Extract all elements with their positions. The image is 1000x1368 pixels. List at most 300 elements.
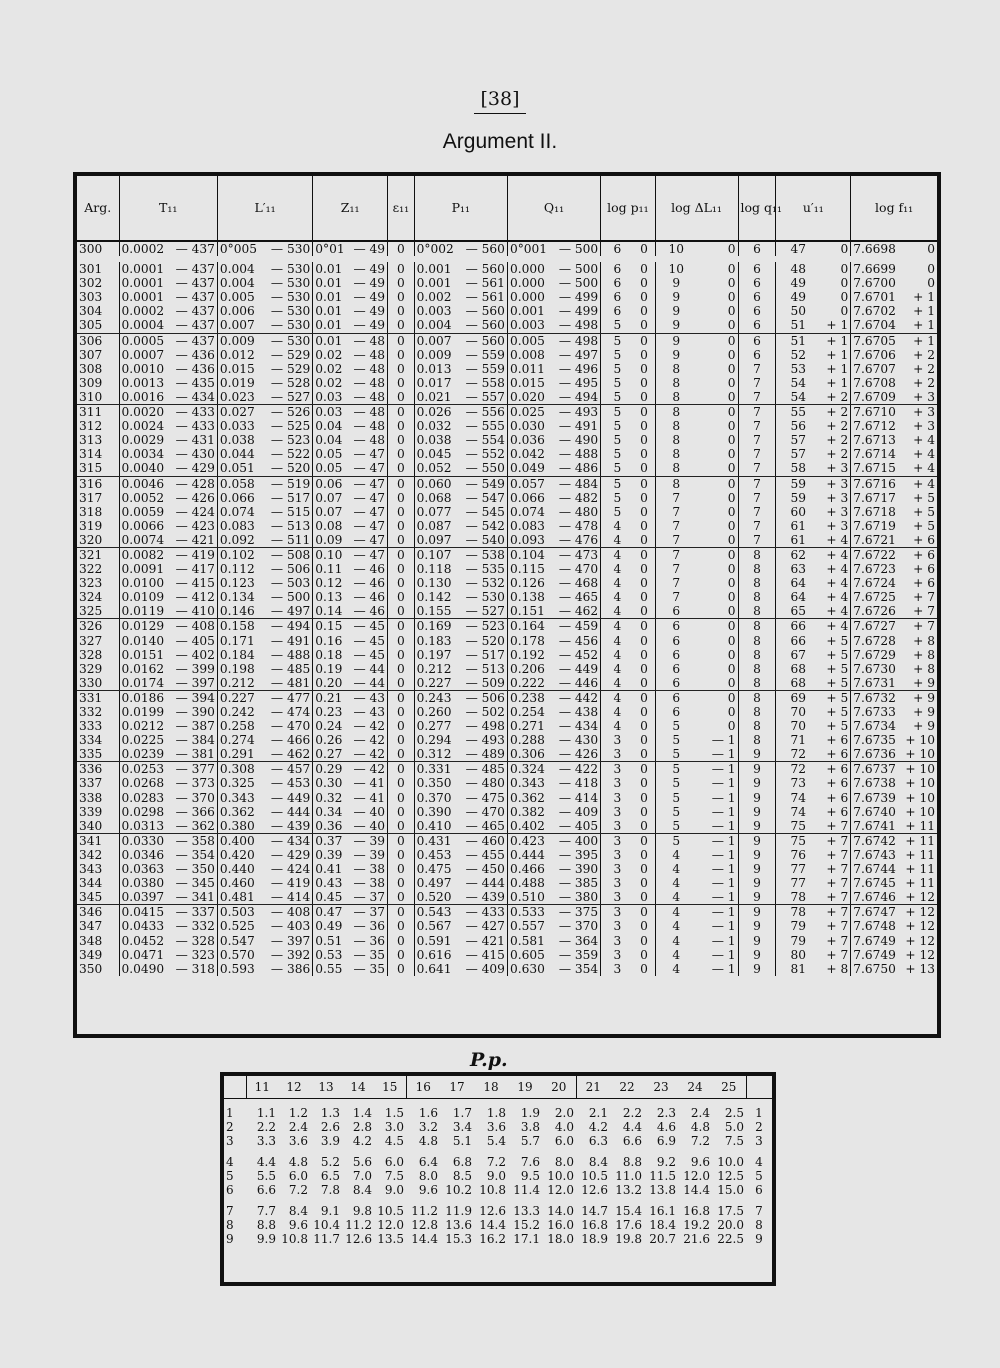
cell-log-dl: 7 (655, 562, 697, 576)
cell-z-diff: — 44 (353, 661, 386, 676)
pp-cell: 4.4 (256, 1155, 276, 1169)
cell-log-dl: 6 (655, 676, 697, 691)
cell-log-f: 7.6710 (851, 405, 902, 420)
cell-l-value: 0.242 (217, 705, 264, 719)
pp-cell: 17.6 (615, 1218, 642, 1232)
cell-p-diff: — 552 (465, 447, 505, 462)
cell-u-value: 75 (776, 833, 820, 848)
cell-q-value: 0.000 (507, 262, 553, 276)
cell-l-diff: — 528 (270, 375, 311, 390)
cell-log-dl-diff: — 1 (711, 933, 736, 948)
cell-log-p-diff: 0 (633, 461, 655, 476)
cell-log-p-diff: 0 (640, 447, 648, 462)
cell-log-dl-diff: — 1 (711, 804, 736, 819)
pp-cell: 3.2 (418, 1120, 438, 1134)
cell-arg: 319 (79, 518, 103, 533)
cell-log-p: 4 (601, 662, 634, 676)
cell-z-value: 0.05 (313, 447, 349, 461)
cell-epsilon: 0 (388, 348, 415, 362)
cell-z-value: 0.01 (313, 262, 349, 276)
cell-epsilon: 0 (388, 876, 415, 890)
table-row (77, 476, 937, 491)
pp-row-label: 1 (755, 1106, 763, 1120)
cell-log-f: 7.6743 (851, 848, 902, 862)
cell-epsilon: 0 (388, 747, 415, 762)
pp-cell: 12.8 (411, 1218, 438, 1232)
cell-p-value: 0.312 (414, 747, 462, 762)
cell-epsilon: 0 (388, 719, 415, 733)
cell-p-diff: — 560 (465, 242, 505, 256)
cell-z-diff: — 47 (353, 476, 386, 491)
cell-p-diff: — 485 (465, 762, 505, 777)
cell-q-value: 0.192 (507, 648, 553, 662)
cell-t-diff: — 408 (175, 619, 215, 634)
cell-log-f: 7.6712 (851, 419, 902, 433)
pp-cell: 12.6 (479, 1204, 506, 1218)
cell-l-diff: — 491 (270, 633, 311, 648)
cell-log-p: 6 (601, 241, 634, 256)
cell-z-diff: — 36 (353, 933, 386, 948)
cell-log-p-diff: 0 (640, 790, 648, 805)
pp-row-label: 1 (226, 1106, 234, 1120)
cell-u-value: 52 (776, 348, 820, 362)
cell-p-diff: — 545 (465, 504, 505, 519)
cell-log-dl: 7 (655, 533, 697, 548)
pp-cell: 9.2 (656, 1155, 676, 1169)
header-log-q: log q₁₁ (738, 176, 776, 241)
cell-u-diff: + 5 (826, 633, 849, 648)
cell-log-q: 8 (738, 662, 776, 676)
cell-log-f: 7.6700 (851, 276, 902, 290)
cell-log-q: 8 (738, 547, 776, 562)
cell-log-f: 7.6731 (851, 676, 902, 691)
pp-cell: 10.0 (717, 1155, 744, 1169)
cell-epsilon: 0 (388, 533, 415, 548)
pp-cell: 6.5 (320, 1169, 340, 1183)
cell-t-diff: — 437 (175, 290, 215, 305)
cell-t-value: 0.0268 (119, 776, 171, 790)
pp-cell: 5.1 (452, 1134, 472, 1148)
cell-z-value: 0.04 (313, 419, 349, 433)
cell-z-value: 0.07 (313, 505, 349, 519)
cell-log-dl: 7 (655, 547, 697, 562)
header-q: Q₁₁ (507, 176, 600, 241)
cell-u-diff: + 4 (820, 533, 851, 548)
cell-t-diff: — 328 (175, 933, 215, 948)
pp-cell: 20.7 (649, 1232, 676, 1246)
header-p: P₁₁ (414, 176, 507, 241)
pp-cell: 2.2 (622, 1106, 642, 1120)
cell-t-value: 0.0239 (119, 747, 171, 762)
cell-log-p: 5 (601, 433, 634, 447)
cell-log-dl: 4 (655, 862, 697, 876)
cell-log-p: 4 (601, 648, 634, 662)
cell-u-diff: + 6 (826, 804, 849, 819)
cell-q-value: 0.605 (507, 948, 553, 962)
page-title: Argument II. (442, 130, 558, 153)
pp-cell: 1.3 (320, 1106, 340, 1120)
cell-log-f-diff: + 11 (905, 833, 935, 848)
pp-cell: 2.4 (288, 1120, 308, 1134)
cell-log-p: 3 (601, 862, 634, 876)
cell-p-diff: — 475 (465, 790, 505, 805)
cell-u-diff: + 4 (826, 619, 849, 634)
cell-q-value: 0.025 (507, 405, 553, 420)
cell-t-diff: — 436 (175, 361, 215, 376)
cell-l-diff: — 503 (270, 576, 311, 591)
pp-cell: 5.2 (320, 1155, 340, 1169)
pp-header-cell: 16 (406, 1076, 440, 1099)
cell-q-diff: — 480 (558, 504, 599, 519)
cell-log-dl-diff: 0 (727, 562, 736, 577)
cell-log-f-diff: + 9 (902, 676, 937, 691)
cell-t-diff: — 410 (171, 604, 217, 619)
pp-cell: 1.7 (452, 1106, 472, 1120)
cell-log-q: 8 (738, 676, 776, 691)
pp-row-label: 8 (755, 1218, 763, 1232)
cell-log-q: 8 (738, 648, 776, 662)
cell-q-diff: — 354 (558, 961, 599, 976)
cell-arg: 323 (79, 576, 103, 591)
cell-l-diff: — 497 (265, 604, 313, 619)
cell-u-value: 78 (776, 905, 820, 920)
cell-log-dl-diff: 0 (727, 619, 736, 634)
pp-cell: 4.4 (622, 1120, 642, 1134)
pp-cell: 17.1 (513, 1232, 540, 1246)
cell-t-value: 0.0490 (119, 962, 171, 976)
cell-l-value: 0.123 (217, 576, 264, 590)
cell-l-value: 0.481 (217, 890, 264, 905)
cell-q-value: 0.138 (507, 590, 553, 604)
cell-log-f-diff: + 5 (913, 490, 935, 505)
cell-epsilon: 0 (388, 733, 415, 747)
pp-row (224, 1099, 772, 1121)
cell-p-diff: — 554 (465, 433, 505, 448)
pp-cell: 9.5 (520, 1169, 540, 1183)
cell-q-diff: — 364 (558, 933, 599, 948)
cell-log-p: 3 (601, 876, 634, 890)
cell-u-value: 74 (776, 791, 820, 805)
cell-epsilon: 0 (388, 805, 415, 819)
cell-arg: 349 (79, 947, 103, 962)
cell-epsilon: 0 (388, 919, 415, 933)
cell-log-f-diff: + 6 (902, 533, 937, 548)
cell-arg: 346 (79, 905, 103, 920)
cell-log-dl-diff: 0 (727, 590, 736, 605)
cell-l-value: 0.074 (217, 505, 264, 519)
cell-z-diff: — 41 (353, 776, 386, 791)
cell-u-diff: + 1 (826, 361, 849, 376)
cell-log-q: 6 (738, 262, 776, 276)
cell-log-dl: 9 (655, 318, 697, 333)
table-row (77, 276, 937, 290)
cell-q-diff: — 496 (558, 361, 599, 376)
cell-log-dl: 5 (655, 791, 697, 805)
cell-epsilon: 0 (388, 376, 415, 390)
cell-p-diff: — 560 (465, 333, 505, 348)
cell-arg: 316 (79, 476, 103, 491)
cell-epsilon: 0 (388, 905, 415, 920)
cell-log-p: 3 (601, 833, 634, 848)
pp-header-cell: 22 (610, 1076, 644, 1099)
cell-l-diff: — 462 (265, 747, 313, 762)
pp-cell: 6.4 (418, 1155, 438, 1169)
cell-z-value: 0.12 (313, 576, 349, 590)
cell-l-diff: — 453 (270, 776, 311, 791)
cell-log-p-diff: 0 (640, 375, 648, 390)
cell-z-value: 0.32 (313, 791, 349, 805)
cell-q-value: 0.557 (507, 919, 553, 933)
pp-cell: 1.4 (352, 1106, 372, 1120)
pp-cell: 10.5 (581, 1169, 608, 1183)
cell-p-value: 0.197 (414, 648, 462, 662)
cell-epsilon: 0 (388, 776, 415, 790)
table-row (77, 962, 937, 976)
cell-log-p-diff: 0 (640, 562, 648, 577)
pp-cell: 13.8 (649, 1183, 676, 1197)
cell-p-value: 0.045 (414, 447, 462, 461)
cell-log-q: 8 (738, 604, 776, 619)
table-row (77, 948, 937, 962)
cell-p-value: 0.390 (414, 805, 462, 819)
cell-log-f-diff: + 4 (913, 447, 935, 462)
cell-log-dl: 6 (655, 634, 697, 648)
cell-l-value: 0.066 (217, 491, 264, 505)
header-u: u′₁₁ (776, 176, 851, 241)
cell-log-p-diff: 0 (640, 333, 648, 348)
cell-z-value: 0.13 (313, 590, 349, 604)
cell-l-diff: — 474 (270, 705, 311, 719)
cell-epsilon: 0 (388, 833, 415, 848)
cell-u-diff: + 5 (826, 719, 849, 734)
cell-t-value: 0.0397 (119, 890, 171, 905)
pp-row-label: 5 (226, 1169, 234, 1183)
cell-t-value: 0.0024 (119, 419, 171, 433)
cell-z-value: 0.03 (313, 405, 349, 420)
pp-cell: 2.5 (724, 1106, 744, 1120)
cell-z-diff: — 49 (353, 262, 386, 277)
pp-cell: 9.9 (256, 1232, 276, 1246)
cell-epsilon: 0 (388, 476, 415, 491)
cell-q-diff: — 385 (558, 876, 599, 891)
cell-log-dl: 4 (655, 848, 697, 862)
cell-log-p: 3 (601, 762, 634, 777)
cell-t-value: 0.0052 (119, 491, 171, 505)
cell-epsilon: 0 (388, 241, 415, 256)
cell-l-diff: — 530 (270, 290, 311, 305)
cell-q-value: 0.000 (507, 276, 553, 290)
cell-log-dl: 5 (655, 776, 697, 790)
pp-cell: 8.4 (588, 1155, 608, 1169)
cell-t-value: 0.0225 (119, 733, 171, 747)
cell-z-value: 0.39 (313, 848, 349, 862)
cell-q-value: 0.206 (507, 662, 553, 676)
cell-p-diff: — 409 (465, 961, 505, 976)
cell-log-dl-diff: — 1 (711, 876, 736, 891)
pp-cell: 13.5 (377, 1232, 404, 1246)
cell-log-p-diff: 0 (633, 747, 655, 762)
cell-l-diff: — 403 (270, 919, 311, 934)
cell-t-diff: — 429 (171, 461, 217, 476)
cell-q-value: 0.533 (507, 905, 553, 920)
cell-l-value: 0.460 (217, 876, 264, 890)
cell-log-f-diff: + 1 (913, 333, 935, 348)
cell-log-dl: 5 (655, 747, 697, 762)
cell-epsilon: 0 (388, 762, 415, 777)
pp-cell: 7.2 (288, 1183, 308, 1197)
cell-u-diff: + 5 (826, 690, 849, 705)
pp-cell: 4.2 (352, 1134, 372, 1148)
cell-z-value: 0.37 (313, 833, 349, 848)
cell-z-diff: — 46 (353, 576, 386, 591)
cell-z-value: 0.34 (313, 805, 349, 819)
pp-cell: 12.5 (717, 1169, 744, 1183)
cell-log-q: 6 (738, 241, 776, 256)
cell-log-dl: 5 (655, 719, 697, 733)
cell-q-value: 0.630 (507, 962, 553, 976)
cell-log-dl: 6 (655, 662, 697, 676)
table-row (77, 461, 937, 476)
cell-t-diff: — 428 (175, 476, 215, 491)
cell-z-diff: — 39 (353, 847, 386, 862)
cell-q-diff: — 426 (554, 747, 601, 762)
pp-cell: 16.0 (547, 1218, 574, 1232)
table-row (77, 290, 937, 304)
pp-cell: 18.0 (547, 1232, 574, 1246)
cell-log-q: 8 (738, 562, 776, 576)
cell-z-value: 0.41 (313, 862, 349, 876)
pp-cell: 10.0 (547, 1169, 574, 1183)
cell-t-value: 0.0471 (119, 948, 171, 962)
cell-log-q: 7 (738, 491, 776, 505)
cell-t-value: 0.0002 (119, 304, 171, 318)
cell-epsilon: 0 (388, 505, 415, 519)
cell-u-value: 50 (776, 304, 820, 318)
cell-p-diff: — 559 (465, 347, 505, 362)
pp-cell: 4.0 (554, 1120, 574, 1134)
cell-z-value: 0°01 (313, 241, 349, 256)
cell-log-f: 7.6736 (851, 747, 902, 762)
cell-p-diff: — 520 (465, 633, 505, 648)
cell-l-diff: — 434 (270, 833, 311, 848)
cell-log-dl: 7 (655, 505, 697, 519)
cell-t-value: 0.0040 (119, 461, 171, 476)
cell-q-value: 0.057 (507, 476, 553, 491)
cell-log-dl-diff: 0 (697, 318, 738, 333)
cell-log-q: 6 (738, 276, 776, 290)
table-row (77, 676, 937, 691)
cell-z-value: 0.15 (313, 619, 349, 634)
cell-l-diff: — 457 (270, 762, 311, 777)
cell-u-diff: + 4 (820, 604, 851, 619)
cell-q-diff: — 359 (558, 947, 599, 962)
cell-log-p: 3 (601, 934, 634, 948)
cell-p-value: 0°002 (414, 241, 462, 256)
cell-log-q: 9 (738, 962, 776, 976)
cell-q-diff: — 375 (558, 905, 599, 920)
cell-q-value: 0.466 (507, 862, 553, 876)
pp-cell: 15.0 (717, 1183, 744, 1197)
cell-l-diff: — 477 (270, 690, 311, 705)
cell-log-q: 7 (738, 476, 776, 491)
cell-log-dl-diff: 0 (727, 361, 736, 376)
cell-log-f: 7.6715 (851, 461, 902, 476)
cell-log-p-diff: 0 (640, 705, 648, 719)
cell-z-diff: — 48 (353, 361, 386, 376)
cell-log-p: 5 (601, 419, 634, 433)
pp-cell: 15.4 (615, 1204, 642, 1218)
cell-log-f-diff: + 1 (913, 290, 935, 305)
cell-q-diff: — 370 (558, 919, 599, 934)
cell-l-diff: — 530 (270, 262, 311, 277)
cell-t-value: 0.0001 (119, 262, 171, 276)
cell-u-value: 60 (776, 505, 820, 519)
cell-q-value: 0.036 (507, 433, 553, 447)
pp-cell: 1.6 (418, 1106, 438, 1120)
cell-log-q: 9 (738, 905, 776, 920)
cell-arg: 331 (79, 690, 103, 705)
cell-p-diff: — 465 (462, 819, 507, 834)
table-row (77, 648, 937, 662)
cell-log-p: 5 (601, 390, 634, 405)
cell-arg: 332 (79, 705, 103, 719)
cell-epsilon: 0 (388, 848, 415, 862)
pp-cell: 11.9 (445, 1204, 472, 1218)
cell-z-value: 0.19 (313, 662, 349, 676)
cell-l-value: 0.015 (217, 362, 264, 376)
cell-l-diff: — 515 (270, 504, 311, 519)
cell-p-value: 0.060 (414, 476, 462, 491)
pp-cell: 8.8 (622, 1155, 642, 1169)
pp-cell: 12.6 (581, 1183, 608, 1197)
cell-l-value: 0.033 (217, 419, 264, 433)
cell-t-diff: — 370 (175, 790, 215, 805)
header-log-f: log f₁₁ (851, 176, 937, 241)
cell-t-diff: — 423 (175, 518, 215, 533)
cell-u-value: 72 (776, 762, 820, 777)
cell-arg: 305 (77, 318, 119, 333)
cell-log-f: 7.6709 (851, 390, 902, 405)
cell-log-f: 7.6713 (851, 433, 902, 447)
cell-z-value: 0.07 (313, 491, 349, 505)
cell-p-value: 0.183 (414, 634, 462, 648)
cell-l-diff: — 530 (270, 304, 311, 319)
cell-p-value: 0.169 (414, 619, 462, 634)
pp-cell: 11.7 (313, 1232, 340, 1246)
cell-u-diff: + 6 (826, 776, 849, 791)
cell-log-p: 3 (601, 819, 634, 834)
cell-t-value: 0.0016 (119, 390, 171, 405)
cell-t-value: 0.0415 (119, 905, 171, 920)
cell-z-value: 0.23 (313, 705, 349, 719)
cell-u-value: 80 (776, 948, 820, 962)
pp-row (224, 1197, 772, 1218)
cell-l-diff: — 500 (270, 590, 311, 605)
cell-q-diff: — 422 (558, 762, 599, 777)
cell-arg: 311 (79, 405, 103, 420)
cell-l-diff: — 530 (270, 242, 311, 256)
cell-log-dl-diff: 0 (727, 242, 736, 256)
cell-log-q: 6 (738, 348, 776, 362)
cell-p-diff: — 558 (465, 375, 505, 390)
cell-q-value: 0.005 (507, 333, 553, 348)
cell-u-value: 70 (776, 719, 820, 733)
cell-q-diff: — 414 (558, 790, 599, 805)
cell-z-value: 0.01 (313, 304, 349, 318)
cell-u-diff: + 3 (826, 504, 849, 519)
cell-l-diff: — 439 (265, 819, 313, 834)
cell-log-f-diff: + 2 (913, 361, 935, 376)
